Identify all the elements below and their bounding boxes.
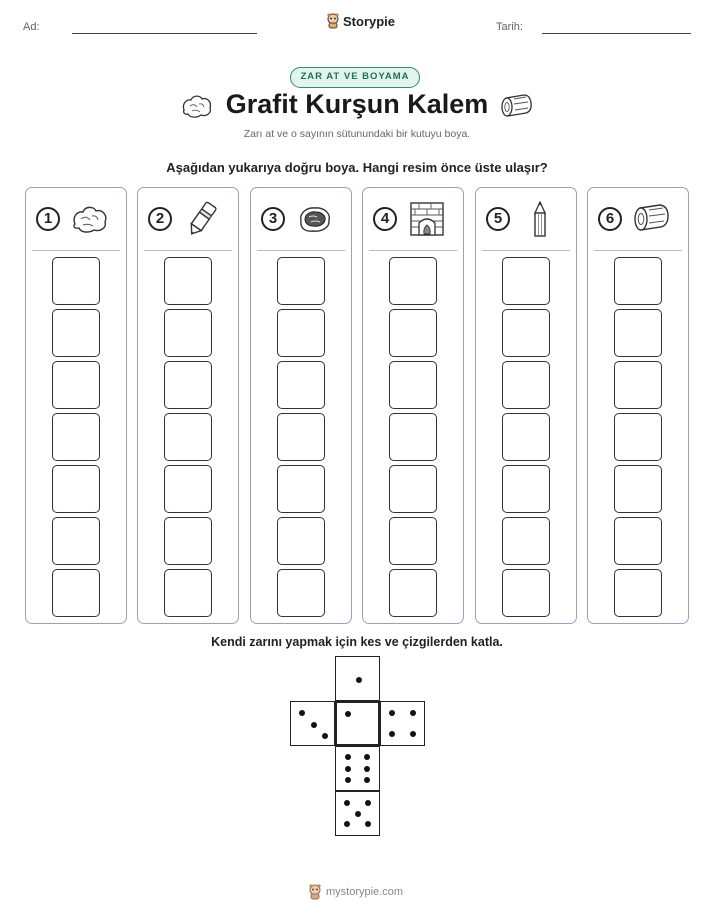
coloring-box[interactable] xyxy=(389,517,437,565)
page-subtitle: Zarı at ve o sayının sütunundaki bir kutuyu boya. xyxy=(243,128,471,140)
fireplace-icon xyxy=(407,201,447,237)
coloring-box[interactable] xyxy=(52,413,100,461)
pip xyxy=(345,711,351,717)
column-divider xyxy=(32,250,120,251)
dice-face-one-center xyxy=(335,701,380,746)
dice-face-three xyxy=(290,701,335,746)
pip xyxy=(356,677,362,683)
coloring-box[interactable] xyxy=(164,413,212,461)
column-divider xyxy=(369,250,457,251)
coloring-box[interactable] xyxy=(614,309,662,357)
pip xyxy=(355,811,361,817)
dice-instruction: Kendi zarını yapmak için kes ve çizgilerden katla. xyxy=(211,635,503,649)
coloring-box[interactable] xyxy=(52,465,100,513)
column-number: 2 xyxy=(148,207,172,231)
coloring-box[interactable] xyxy=(614,361,662,409)
log-icon xyxy=(500,93,534,119)
coloring-instruction: Aşağıdan yukarıya doğru boya. Hangi resim önce üste ulaşır? xyxy=(166,160,548,175)
pip xyxy=(365,821,371,827)
pencil-icon xyxy=(520,201,560,237)
column-number: 3 xyxy=(261,207,285,231)
column-4 xyxy=(362,187,464,624)
column-number: 1 xyxy=(36,207,60,231)
carbon-nugget-icon xyxy=(295,201,335,237)
coloring-box[interactable] xyxy=(277,413,325,461)
coloring-box[interactable] xyxy=(277,465,325,513)
pip xyxy=(410,731,416,737)
name-label: Ad: xyxy=(23,21,40,33)
coloring-box[interactable] xyxy=(164,309,212,357)
column-divider xyxy=(257,250,345,251)
coloring-box[interactable] xyxy=(389,413,437,461)
pip xyxy=(345,777,351,783)
pip xyxy=(322,733,328,739)
pip xyxy=(410,710,416,716)
pip xyxy=(344,800,350,806)
storypie-mascot-icon xyxy=(326,13,340,29)
pip xyxy=(389,731,395,737)
coloring-box[interactable] xyxy=(614,465,662,513)
pip xyxy=(364,777,370,783)
coloring-box[interactable] xyxy=(52,569,100,617)
coloring-box[interactable] xyxy=(164,517,212,565)
coloring-box[interactable] xyxy=(277,309,325,357)
coloring-box[interactable] xyxy=(389,569,437,617)
column-2 xyxy=(137,187,239,624)
worksheet-badge: ZAR AT VE BOYAMA xyxy=(290,67,420,88)
column-3 xyxy=(250,187,352,624)
page-title: Grafit Kurşun Kalem xyxy=(225,89,489,119)
dice-face-six xyxy=(335,746,380,791)
log-icon xyxy=(632,201,672,237)
coloring-box[interactable] xyxy=(52,309,100,357)
pencil-eraser-icon xyxy=(182,201,222,237)
coloring-box[interactable] xyxy=(502,517,550,565)
coloring-box[interactable] xyxy=(614,569,662,617)
dice-face-one xyxy=(335,656,380,701)
column-5 xyxy=(475,187,577,624)
pip xyxy=(389,710,395,716)
pip xyxy=(345,766,351,772)
coloring-box[interactable] xyxy=(277,257,325,305)
pip xyxy=(299,710,305,716)
date-label: Tarih: xyxy=(496,21,523,33)
coloring-box[interactable] xyxy=(52,257,100,305)
column-divider xyxy=(594,250,682,251)
coloring-box[interactable] xyxy=(502,569,550,617)
coloring-box[interactable] xyxy=(164,569,212,617)
name-line xyxy=(72,33,257,34)
coloring-box[interactable] xyxy=(502,465,550,513)
coloring-box[interactable] xyxy=(389,465,437,513)
column-number: 6 xyxy=(598,207,622,231)
column-divider xyxy=(482,250,570,251)
coloring-box[interactable] xyxy=(164,257,212,305)
coloring-box[interactable] xyxy=(52,361,100,409)
coloring-box[interactable] xyxy=(502,309,550,357)
coloring-box[interactable] xyxy=(389,257,437,305)
column-1 xyxy=(25,187,127,624)
footer xyxy=(308,884,403,900)
pip xyxy=(364,766,370,772)
dice-face-five xyxy=(335,791,380,836)
pip xyxy=(344,821,350,827)
graphite-rock-icon xyxy=(70,201,110,237)
coloring-box[interactable] xyxy=(389,309,437,357)
pip xyxy=(345,754,351,760)
dice-face-four xyxy=(380,701,425,746)
pip xyxy=(364,754,370,760)
coloring-box[interactable] xyxy=(502,257,550,305)
coloring-box[interactable] xyxy=(614,257,662,305)
brand-name: Storypie xyxy=(343,13,396,29)
coloring-box[interactable] xyxy=(164,361,212,409)
coloring-box[interactable] xyxy=(614,413,662,461)
coloring-box[interactable] xyxy=(502,413,550,461)
pip xyxy=(311,722,317,728)
coloring-box[interactable] xyxy=(277,569,325,617)
coloring-box[interactable] xyxy=(277,361,325,409)
column-number: 4 xyxy=(373,207,397,231)
date-line xyxy=(542,33,691,34)
coloring-box[interactable] xyxy=(614,517,662,565)
coloring-box[interactable] xyxy=(389,361,437,409)
coloring-box[interactable] xyxy=(164,465,212,513)
brand-logo xyxy=(326,13,395,29)
coloring-box[interactable] xyxy=(52,517,100,565)
footer-url[interactable]: mystorypie.com xyxy=(326,886,404,898)
coloring-box[interactable] xyxy=(502,361,550,409)
column-6 xyxy=(587,187,689,624)
column-number: 5 xyxy=(486,207,510,231)
storypie-mascot-icon xyxy=(308,884,322,900)
coloring-box[interactable] xyxy=(277,517,325,565)
column-divider xyxy=(144,250,232,251)
pip xyxy=(365,800,371,806)
